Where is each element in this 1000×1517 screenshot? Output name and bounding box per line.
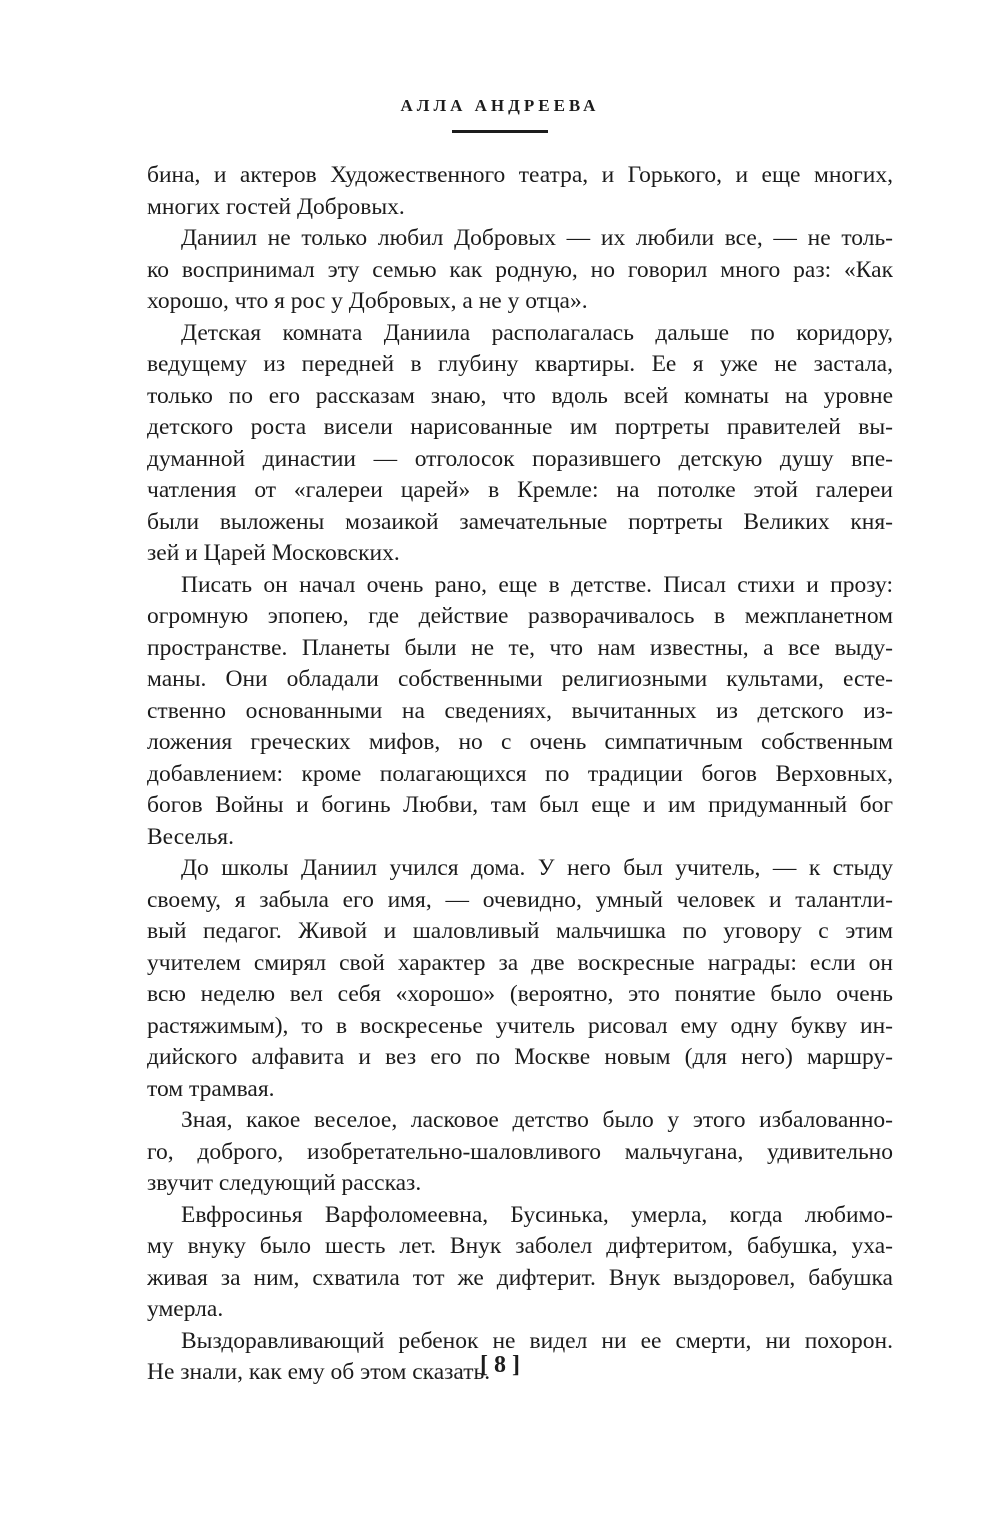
text-line: только по его рассказам знаю, что вдоль всей комнаты на уровне	[147, 382, 893, 409]
text-line: добавлением: кроме полагающихся по традиции богов Верховных,	[147, 760, 893, 787]
text-line: Детская комната Даниила располагалась дальше по коридору,	[181, 319, 893, 346]
text-line: растяжимым), то в воскресенье учитель рисовал ему одну букву ин-	[147, 1012, 893, 1039]
paragraph	[147, 570, 893, 854]
text-line: многих гостей Добровых.	[147, 193, 405, 220]
text-line: пространстве. Планеты были не те, что нам известны, а все выду-	[147, 634, 893, 661]
text-line: ложения греческих мифов, но с очень симпатичным собственным	[147, 729, 893, 755]
page-number: [ 8 ]	[480, 1352, 520, 1378]
paragraph	[147, 1105, 893, 1200]
text-line: Зная, какое веселое, ласковое детство было у этого избалованно-	[181, 1107, 893, 1133]
text-line: звучит следующий рассказ.	[147, 1170, 422, 1196]
text-line: му внуку было шесть лет. Внук заболел дифтеритом, бабушка, уха-	[147, 1233, 893, 1259]
text-line: были выложены мозаикой замечательные портреты Великих кня-	[147, 508, 893, 535]
text-line: Евфросинья Варфоломеевна, Бусинька, умерла, когда любимо-	[181, 1201, 893, 1228]
text-line: бина, и актеров Художественного театра, и Горького, и еще многих,	[147, 162, 893, 188]
text-line: маны. Они обладали собственными религиозными культами, есте-	[147, 666, 893, 692]
text-line: Даниил не только любил Добровых — их любили все, — не толь-	[181, 225, 893, 251]
text-line: огромную эпопею, где действие разворачивалось в межпланетном	[147, 603, 893, 629]
text-line: ведущему из передней в глубину квартиры. Ее я уже не застала,	[147, 351, 893, 377]
text-line: вый педагог. Живой и шаловливый мальчишка по уговору с этим	[147, 918, 893, 944]
text-line: том трамвая.	[147, 1075, 275, 1102]
text-line: чатления от «галереи царей» в Кремле: на потолке этой галереи	[147, 477, 893, 503]
paragraph	[147, 853, 893, 1105]
text-line: зей и Царей Московских.	[147, 540, 400, 566]
text-line: детского роста висели нарисованные им портреты правителей вы-	[147, 414, 893, 440]
text-line: хорошо, что я рос у Добровых, а не у отца».	[147, 288, 588, 314]
paragraph	[147, 223, 893, 318]
text-line: своему, я забыла его имя, — очевидно, умный человек и талантли-	[147, 886, 893, 913]
text-line: Не знали, как ему об этом сказать.	[147, 1359, 491, 1385]
body-text	[147, 160, 893, 1389]
text-line: ко воспринимал эту семью как родную, но говорил много раз: «Как	[147, 256, 893, 283]
text-line: умерла.	[147, 1296, 224, 1322]
text-line: го, доброго, изобретательно-шаловливого мальчугана, удивительно	[147, 1138, 893, 1165]
text-line: думанной династии — отголосок поразившего детскую душу впе-	[147, 445, 893, 472]
text-line: Выздоравливающий ребенок не видел ни ее смерти, ни похорон.	[181, 1327, 893, 1354]
text-line: Веселья.	[147, 823, 234, 850]
text-line: дийского алфавита и вез его по Москве новым (для него) маршру-	[147, 1044, 893, 1070]
text-line: живая за ним, схватила тот же дифтерит. Внук выздоровел, бабушка	[147, 1264, 893, 1291]
text-line: ственно основанными на сведениях, вычитанных из детского из-	[147, 697, 893, 724]
running-head: АЛЛА АНДРЕЕВА	[400, 96, 600, 115]
paragraph	[147, 318, 893, 570]
text-line: Писать он начал очень рано, еще в детстве. Писал стихи и прозу:	[181, 571, 893, 598]
text-line: всю неделю вел себя «хорошо» (вероятно, это понятие было очень	[147, 981, 893, 1007]
text-line: богов Войны и богинь Любви, там был еще и им придуманный бог	[147, 792, 893, 818]
running-head-rule	[452, 130, 548, 133]
text-line: учителем смирял свой характер за две воскресные награды: если он	[147, 949, 893, 976]
paragraph	[147, 1200, 893, 1326]
text-line: До школы Даниил учился дома. У него был учитель, — к стыду	[181, 855, 893, 881]
paragraph	[147, 160, 893, 223]
